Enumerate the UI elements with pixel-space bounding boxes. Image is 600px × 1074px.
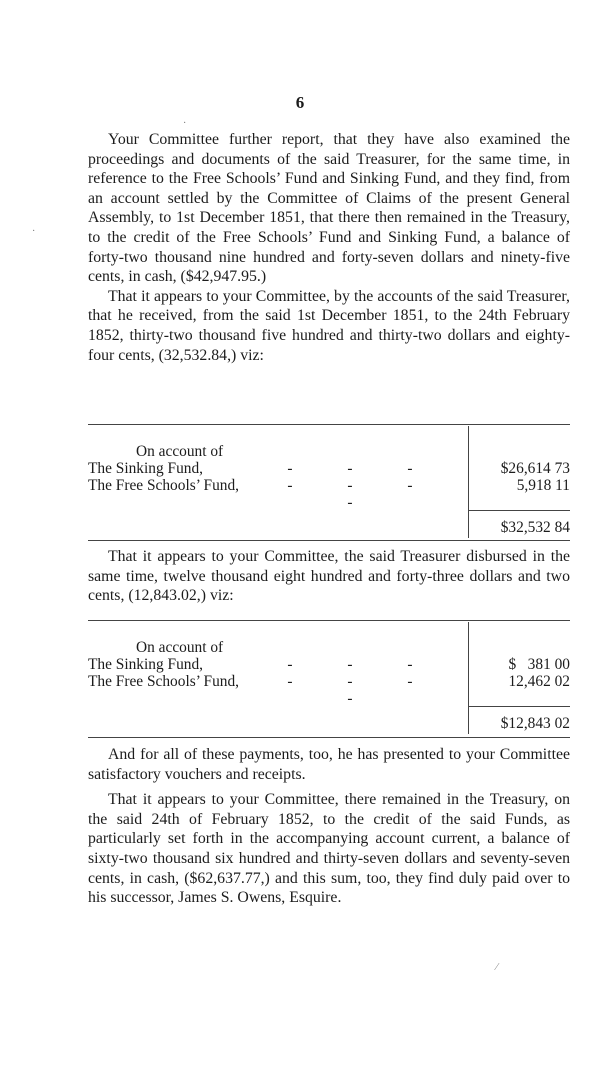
leader-dash: - — [407, 477, 413, 494]
disbursements-total: $12,843 02 — [500, 715, 570, 732]
disbursements-sum-rule — [468, 706, 570, 707]
leader-dash: - — [347, 460, 353, 477]
disbursements-amount-sinking-fund: $ 381 00 — [508, 656, 570, 673]
leader-dash: - — [347, 673, 353, 690]
leader-dash: - — [287, 477, 293, 494]
receipts-amount-free-schools-fund: 5,918 11 — [516, 477, 570, 494]
text-block-bottom — [88, 745, 570, 908]
paragraph-disbursements-intro: That it appears to your Committee, the said Treasurer disbursed in the same time, twelve thousand eight hundred and forty-three dollars and two cents, (12,843.02,) viz: — [88, 548, 570, 605]
page-number: 6 — [295, 93, 305, 112]
text-block-top — [88, 130, 570, 365]
paragraph-balance-remaining: That it appears to your Committee, there remained in the Treasury, on the said 24th of February 1852, to the credit of the said Funds, as particularly set forth in the accompanying account current, a balance of sixty-two thousand six hundred and thirty-seven dollars and seventy-seven cents, in cash, ($62,637.77,) and this sum, too, they find duly paid over to his successor, James S. Owens, Esquire. — [88, 791, 570, 907]
disbursements-heading: On account of — [136, 639, 224, 656]
print-speck: · — [32, 226, 36, 237]
receipts-row-label: The Sinking Fund, — [88, 460, 204, 477]
leader-dashes — [320, 477, 468, 511]
leader-dash: - — [407, 656, 413, 673]
print-speck: · — [183, 118, 187, 129]
receipts-sum-rule — [468, 510, 570, 511]
leader-dash: - — [287, 656, 293, 673]
leader-dash: - — [287, 673, 293, 690]
disbursements-row-free-schools-fund — [88, 673, 468, 707]
text-block-middle — [88, 547, 570, 606]
leader-dash: - — [407, 460, 413, 477]
disbursements-bottom-rule — [88, 737, 570, 738]
disbursements-amount-free-schools-fund: 12,462 02 — [508, 673, 570, 690]
receipts-row-label: The Free Schools’ Fund, — [88, 477, 240, 494]
receipts-top-rule — [88, 424, 570, 425]
receipts-bottom-rule — [88, 540, 570, 541]
receipts-total: $32,532 84 — [500, 519, 570, 536]
disbursements-row-label: The Sinking Fund, — [88, 656, 204, 673]
print-speck: ⁄ — [496, 962, 498, 973]
leader-dash: - — [347, 656, 353, 673]
leader-dash: - — [287, 460, 293, 477]
paragraph-receipts-intro: That it appears to your Committee, by the accounts of the said Treasurer, that he received, from the said 1st December 1851, to the 24th February 1852, thirty-two thousand five hundred and thirty-two dollars and eighty-four cents, (32,532.84,) viz: — [88, 287, 570, 364]
leader-dashes — [320, 673, 468, 707]
receipts-row-free-schools-fund — [88, 477, 468, 511]
leader-dash: - — [347, 494, 353, 511]
leader-dash: - — [347, 477, 353, 494]
paragraph-vouchers: And for all of these payments, too, he has presented to your Committee satisfactory vouchers and receipts. — [88, 746, 570, 783]
paragraph-committee-report: Your Committee further report, that they have also examined the proceedings and documents of the said Treasurer, for the same time, in reference to the Free Schools’ Fund and Sinking Fund, and they find, from an account settled by the Committee of Claims of the present General Assembly, to 1st December 1851, that there then remained in the Treasury, to the credit of the Free Schools’ Fund and Sinking Fund, a balance of forty-two thousand nine hundred and forty-seven dollars and ninety-five cents, in cash, ($42,947.95.) — [88, 131, 570, 286]
disbursements-top-rule — [88, 620, 570, 621]
receipts-amount-sinking-fund: $26,614 73 — [500, 460, 570, 477]
leader-dash: - — [347, 690, 353, 707]
receipts-heading: On account of — [136, 443, 224, 460]
disbursements-row-label: The Free Schools’ Fund, — [88, 673, 240, 690]
leader-dash: - — [407, 673, 413, 690]
